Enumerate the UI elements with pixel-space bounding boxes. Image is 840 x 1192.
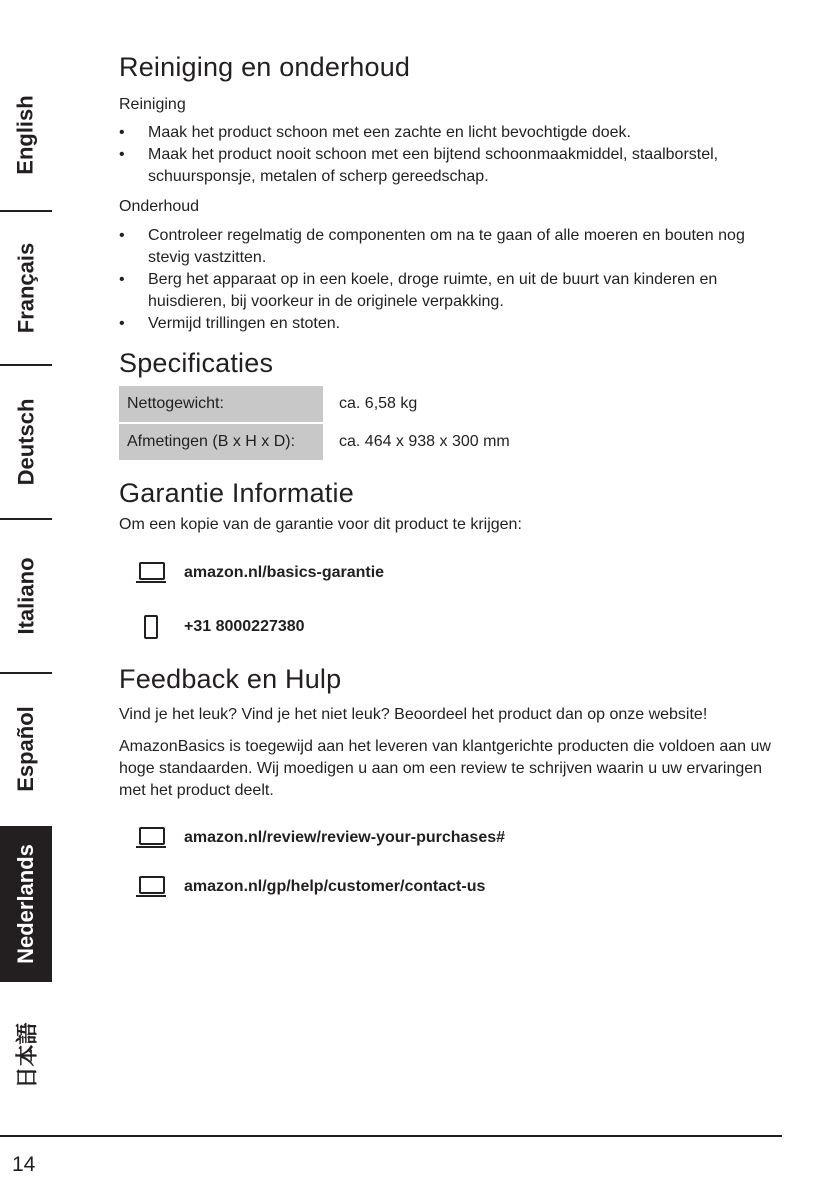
lang-tab-label: 日本語 [14, 1021, 40, 1089]
page-number: 14 [12, 1153, 36, 1176]
spec-key: Nettogewicht: [119, 386, 323, 423]
cleaning-title: Reiniging en onderhoud [119, 52, 411, 82]
specs-table [119, 386, 518, 460]
spec-key: Afmetingen (B x H x D): [119, 423, 323, 460]
lang-tab-deutsch[interactable] [0, 366, 52, 518]
maintenance-subtitle: Onderhoud [119, 198, 200, 215]
laptop-icon [131, 562, 171, 584]
footer-divider [0, 1135, 782, 1137]
lang-tab-francais[interactable] [0, 212, 52, 364]
lang-tab-label: Français [13, 242, 38, 334]
spec-value: ca. 6,58 kg [339, 395, 418, 412]
table-row [119, 423, 518, 460]
lang-tab-japanese[interactable] [0, 1000, 52, 1110]
lang-tab-label: English [13, 95, 39, 175]
lang-tab-label: Deutsch [13, 398, 39, 486]
list-item: • Berg het apparaat op in een koele, droge ruimte, en uit de buurt van kinderen en huisdieren, bij voorkeur in de originele verpakking. [119, 269, 784, 313]
laptop-icon [131, 876, 171, 898]
lang-tab-english[interactable] [0, 60, 52, 210]
table-row [119, 386, 518, 423]
list-item: • Vermijd trillingen en stoten. [119, 313, 784, 335]
feedback-title: Feedback en Hulp [119, 664, 342, 694]
list-item: • Maak het product schoon met een zachte en licht bevochtigde doek. [119, 122, 784, 144]
warranty-phone[interactable] [131, 615, 305, 639]
phone-icon [131, 615, 171, 639]
feedback-paragraph-2: AmazonBasics is toegewijd aan het leveren van klantgerichte producten die voldoen aan uw hoge standaarden. Wij moedigen u aan om een review te schrijven waarin u uw ervaringen met het product deelt. [119, 738, 771, 799]
list-item: • Maak het product nooit schoon met een bijtend schoonmaakmiddel, staalborstel, schuursponsje, metalen of scherp gereedschap. [119, 144, 784, 188]
lang-tab-label: Italiano [13, 557, 39, 635]
feedback-paragraph-1: Vind je het leuk? Vind je het niet leuk? Beoordeel het product dan op onze website! [119, 706, 708, 723]
warranty-url[interactable]: amazon.nl/basics-garantie [184, 564, 385, 581]
review-url[interactable]: amazon.nl/review/review-your-purchases# [184, 829, 506, 846]
maintenance-list [119, 225, 784, 335]
lang-tab-italiano[interactable] [0, 520, 52, 672]
warranty-title: Garantie Informatie [119, 478, 354, 508]
contact-url[interactable]: amazon.nl/gp/help/customer/contact-us [184, 878, 486, 895]
lang-tab-espanol[interactable] [0, 674, 52, 824]
cleaning-list [119, 122, 784, 188]
lang-tab-label: Nederlands [13, 844, 39, 964]
spec-value: ca. 464 x 938 x 300 mm [323, 423, 518, 460]
phone-number[interactable]: +31 8000227380 [184, 618, 305, 635]
lang-tab-nederlands[interactable] [0, 826, 52, 982]
list-item: • Controleer regelmatig de componenten om na te gaan of alle moeren en bouten nog stevig vastzitten. [119, 225, 784, 269]
warranty-intro: Om een kopie van de garantie voor dit product te krijgen: [119, 516, 522, 533]
cleaning-subtitle: Reiniging [119, 96, 186, 113]
lang-tab-label: Español [13, 706, 39, 792]
laptop-icon [131, 827, 171, 849]
review-link[interactable] [131, 827, 505, 849]
warranty-web-link[interactable] [131, 562, 384, 584]
contact-link[interactable] [131, 876, 485, 898]
specs-title: Specificaties [119, 348, 274, 378]
